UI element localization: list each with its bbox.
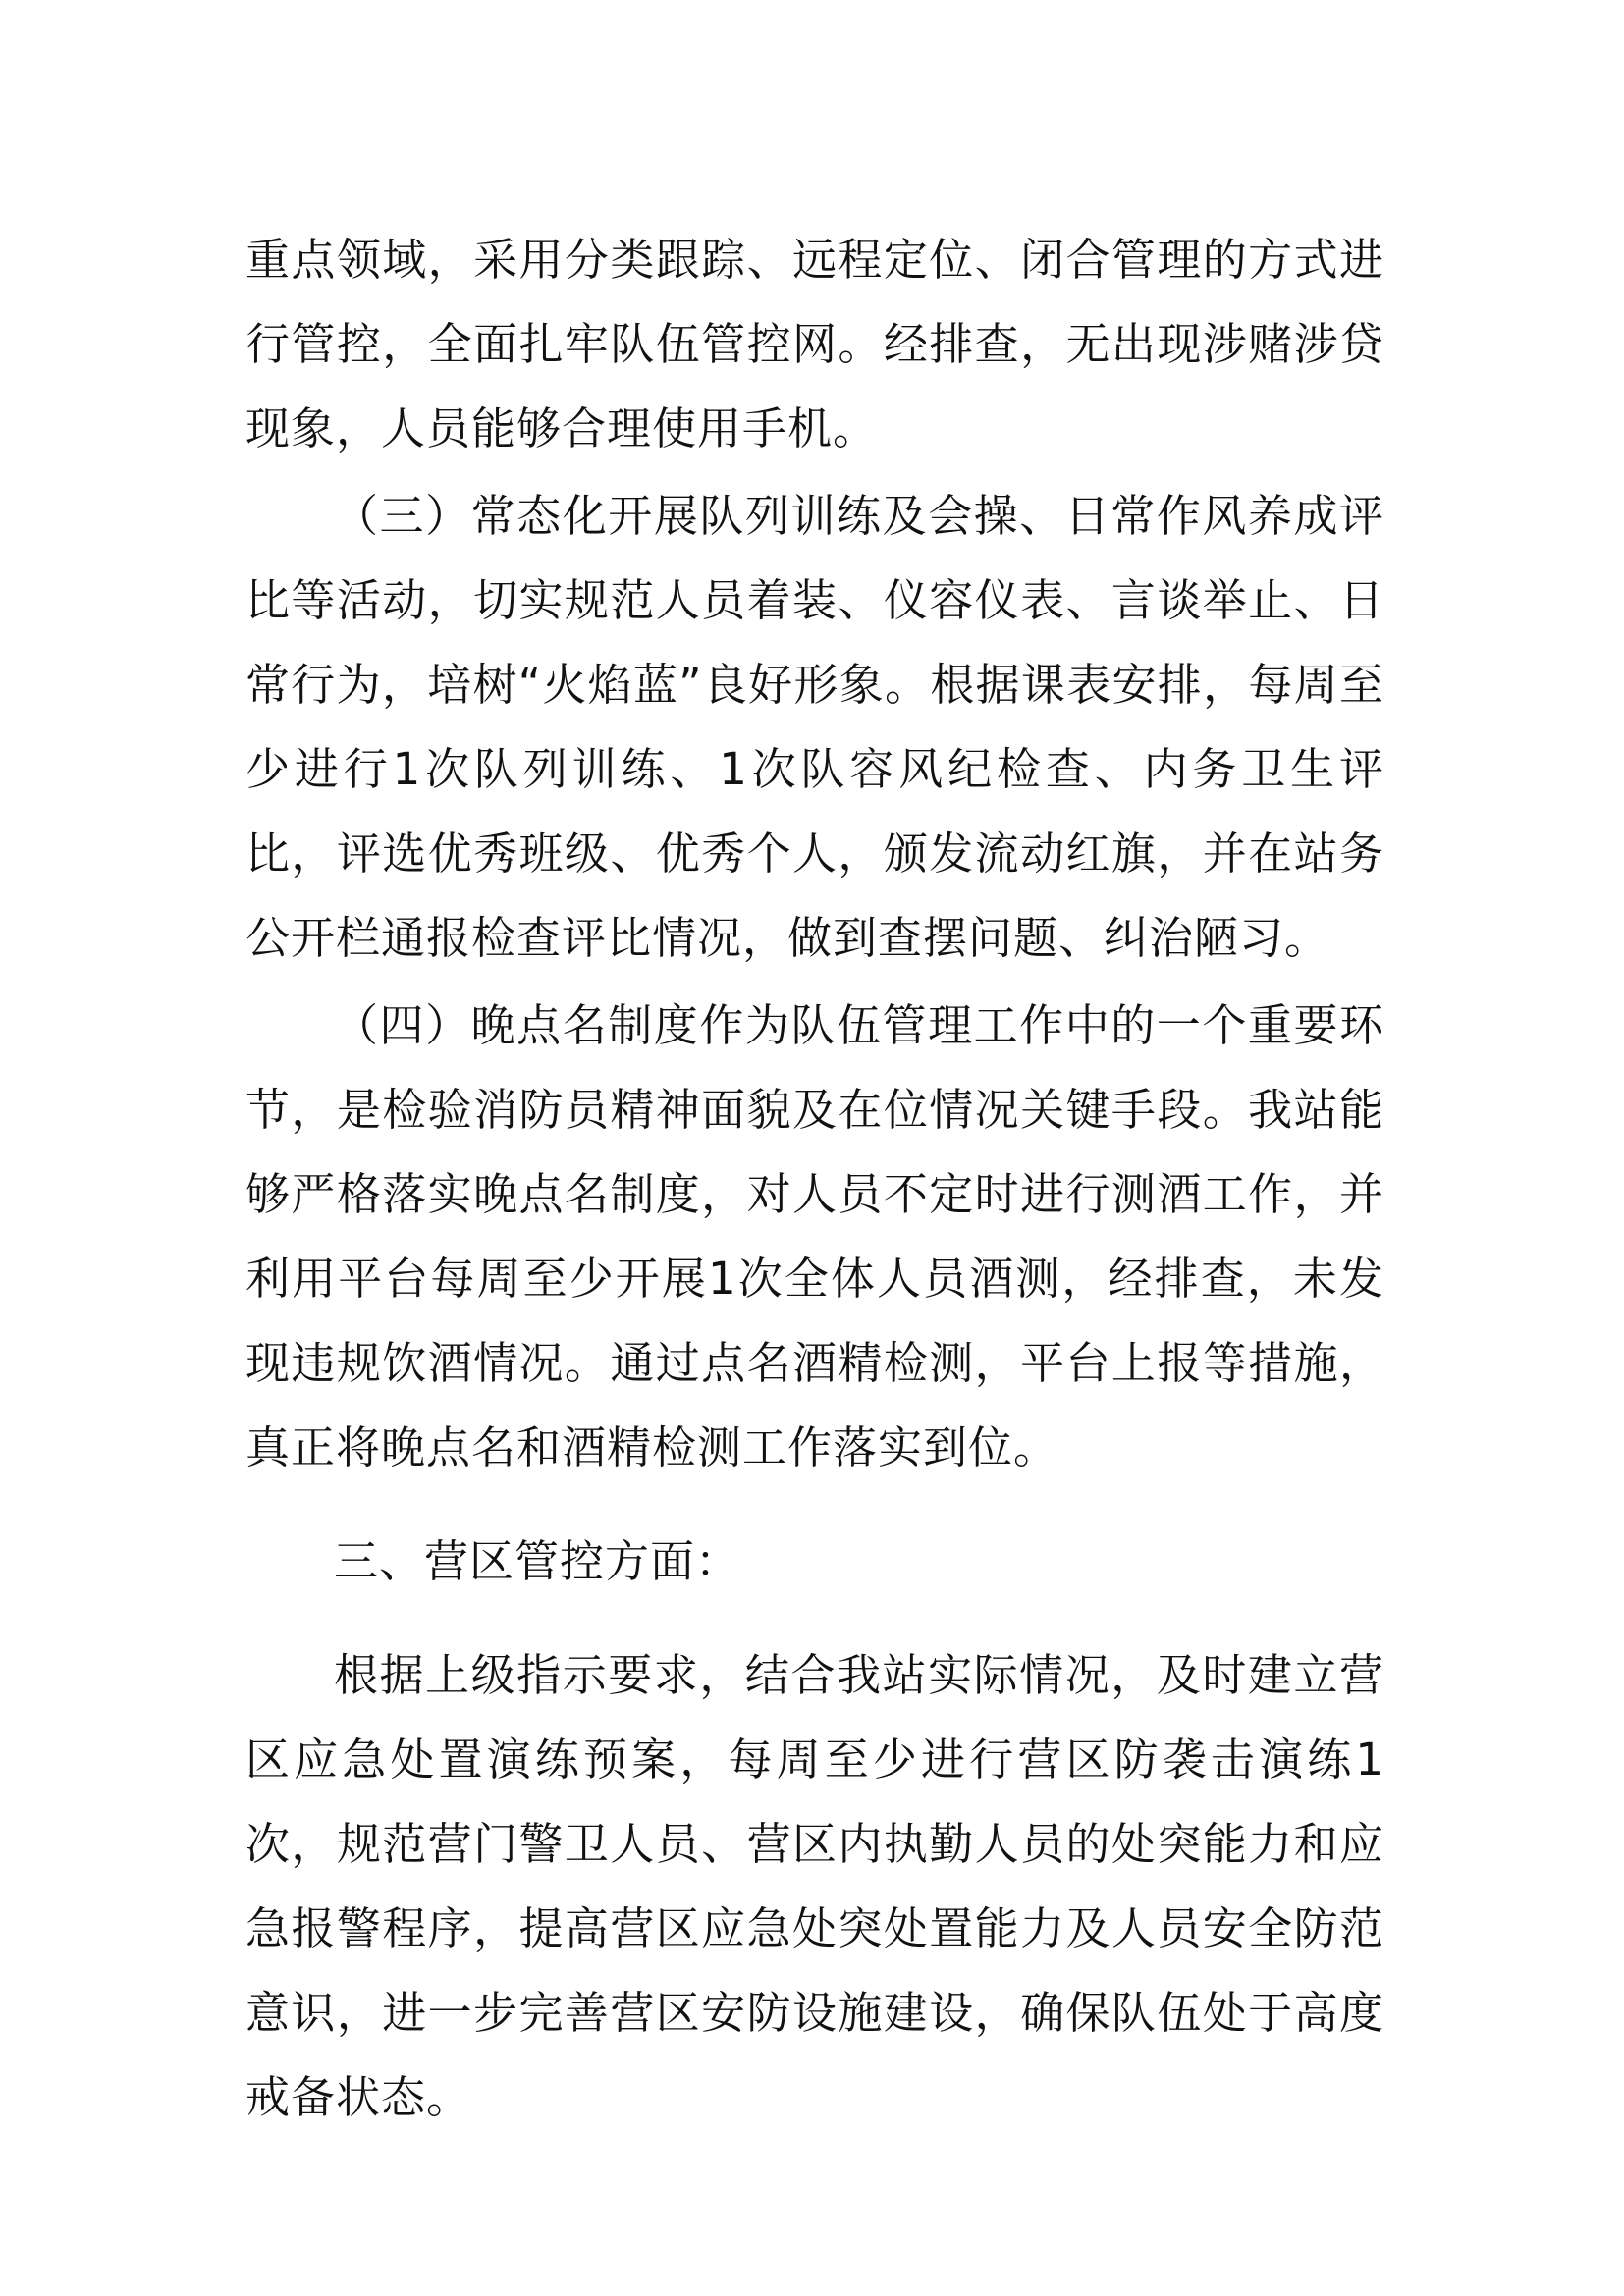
paragraph-evening-roll-call: （四）晚点名制度作为队伍管理工作中的一个重要环节，是检验消防员精神面貌及在位情况关键手段。我站能够严格落实晚点名制度，对人员不定时进行测酒工作，并利用平台每周至少开展1次全体人员酒测，经排查，未发现违规饮酒情况。通过点名酒精检测，平台上报等措施，真正将晚点名和酒精检测工作落实到位。	[245, 999, 1384, 1473]
paragraph-camp-emergency-drill: 根据上级指示要求，结合我站实际情况，及时建立营区应急处置演练预案，每周至少进行营区防袭击演练1次，规范营门警卫人员、营区内执勤人员的处突能力和应急报警程序，提高营区应急处突处置能力及人员安全防范意识，进一步完善营区安防设施建设，确保队伍处于高度戒备状态。	[245, 1649, 1384, 2123]
document-body	[245, 218, 1384, 2140]
paragraph-continued-controls: 重点领域，采用分类跟踪、远程定位、闭合管理的方式进行管控，全面扎牢队伍管控网。经排查，无出现涉赌涉贷现象，人员能够合理使用手机。	[245, 234, 1384, 454]
paragraph-drill-training: （三）常态化开展队列训练及会操、日常作风养成评比等活动，切实规范人员着装、仪容仪表、言谈举止、日常行为，培树“火焰蓝”良好形象。根据课表安排，每周至少进行1次队列训练、1次队容风纪检查、内务卫生评比，评选优秀班级、优秀个人，颁发流动红旗，并在站务公开栏通报检查评比情况，做到查摆问题、纠治陋习。	[245, 490, 1384, 964]
section-heading-camp-control: 三、营区管控方面：	[334, 1535, 741, 1587]
